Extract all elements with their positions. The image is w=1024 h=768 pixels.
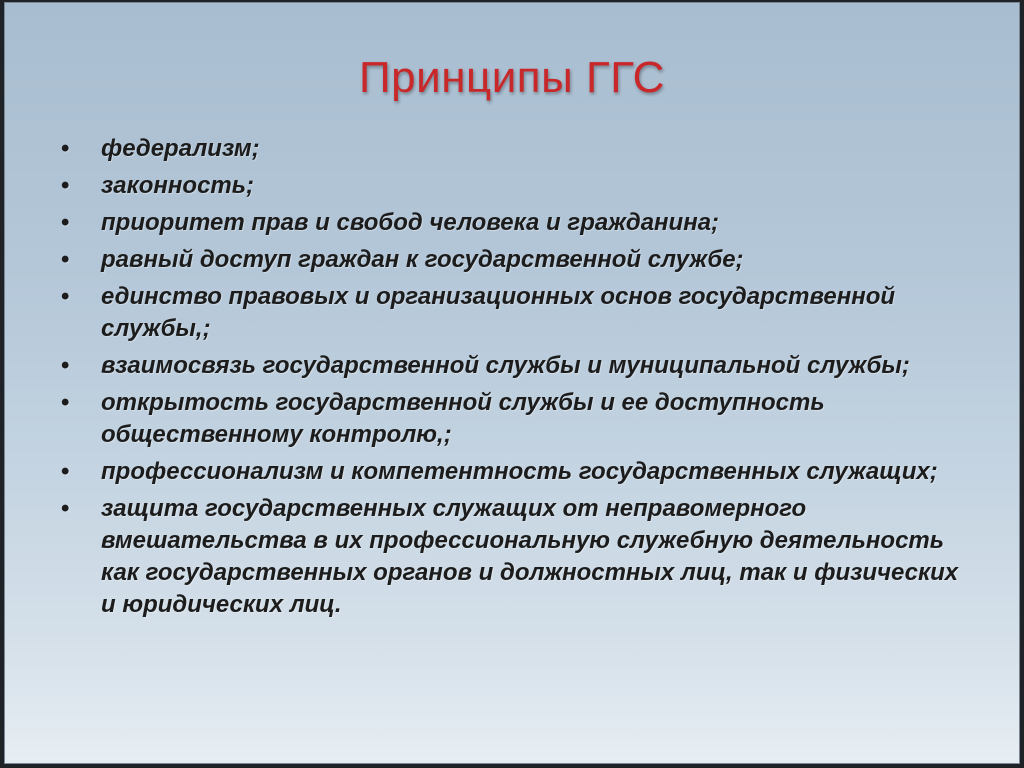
bullet-icon: •	[61, 172, 70, 199]
bullet-icon: •	[61, 352, 70, 379]
list-item	[61, 350, 961, 382]
list-item-text: защита государственных служащих от неправомерного вмешательства в их профессиональную служебную деятельность как государственных органов и должностных лиц, так и физических и юридических лиц.	[101, 495, 959, 618]
bullet-icon: •	[61, 209, 70, 236]
principles-list	[61, 133, 961, 626]
list-item-text: взаимосвязь государственной службы и муниципальной службы;	[101, 352, 910, 379]
list-item	[61, 170, 961, 202]
list-item	[61, 244, 961, 276]
list-item	[61, 207, 961, 239]
list-item	[61, 133, 961, 165]
list-item-text: приоритет прав и свобод человека и гражданина;	[101, 209, 720, 236]
list-item-text: равный доступ граждан к государственной службе;	[101, 246, 744, 273]
list-item	[61, 387, 961, 451]
bullet-icon: •	[61, 283, 70, 310]
bullet-icon: •	[61, 389, 70, 416]
list-item-text: законность;	[101, 172, 254, 199]
bullet-icon: •	[61, 495, 70, 522]
list-item-text: открытость государственной службы и ее доступность общественному контролю,;	[101, 389, 825, 448]
list-item-text: федерализм;	[101, 135, 260, 162]
bullet-icon: •	[61, 135, 70, 162]
bullet-icon: •	[61, 246, 70, 273]
slide	[4, 2, 1020, 764]
list-item	[61, 456, 961, 488]
list-item-text: единство правовых и организационных основ государственной службы,;	[101, 283, 896, 342]
slide-title: Принципы ГГС	[359, 53, 665, 102]
bullet-icon: •	[61, 458, 70, 485]
list-item	[61, 493, 961, 621]
list-item-text: профессионализм и компетентность государственных служащих;	[101, 458, 938, 485]
list-item	[61, 281, 961, 345]
